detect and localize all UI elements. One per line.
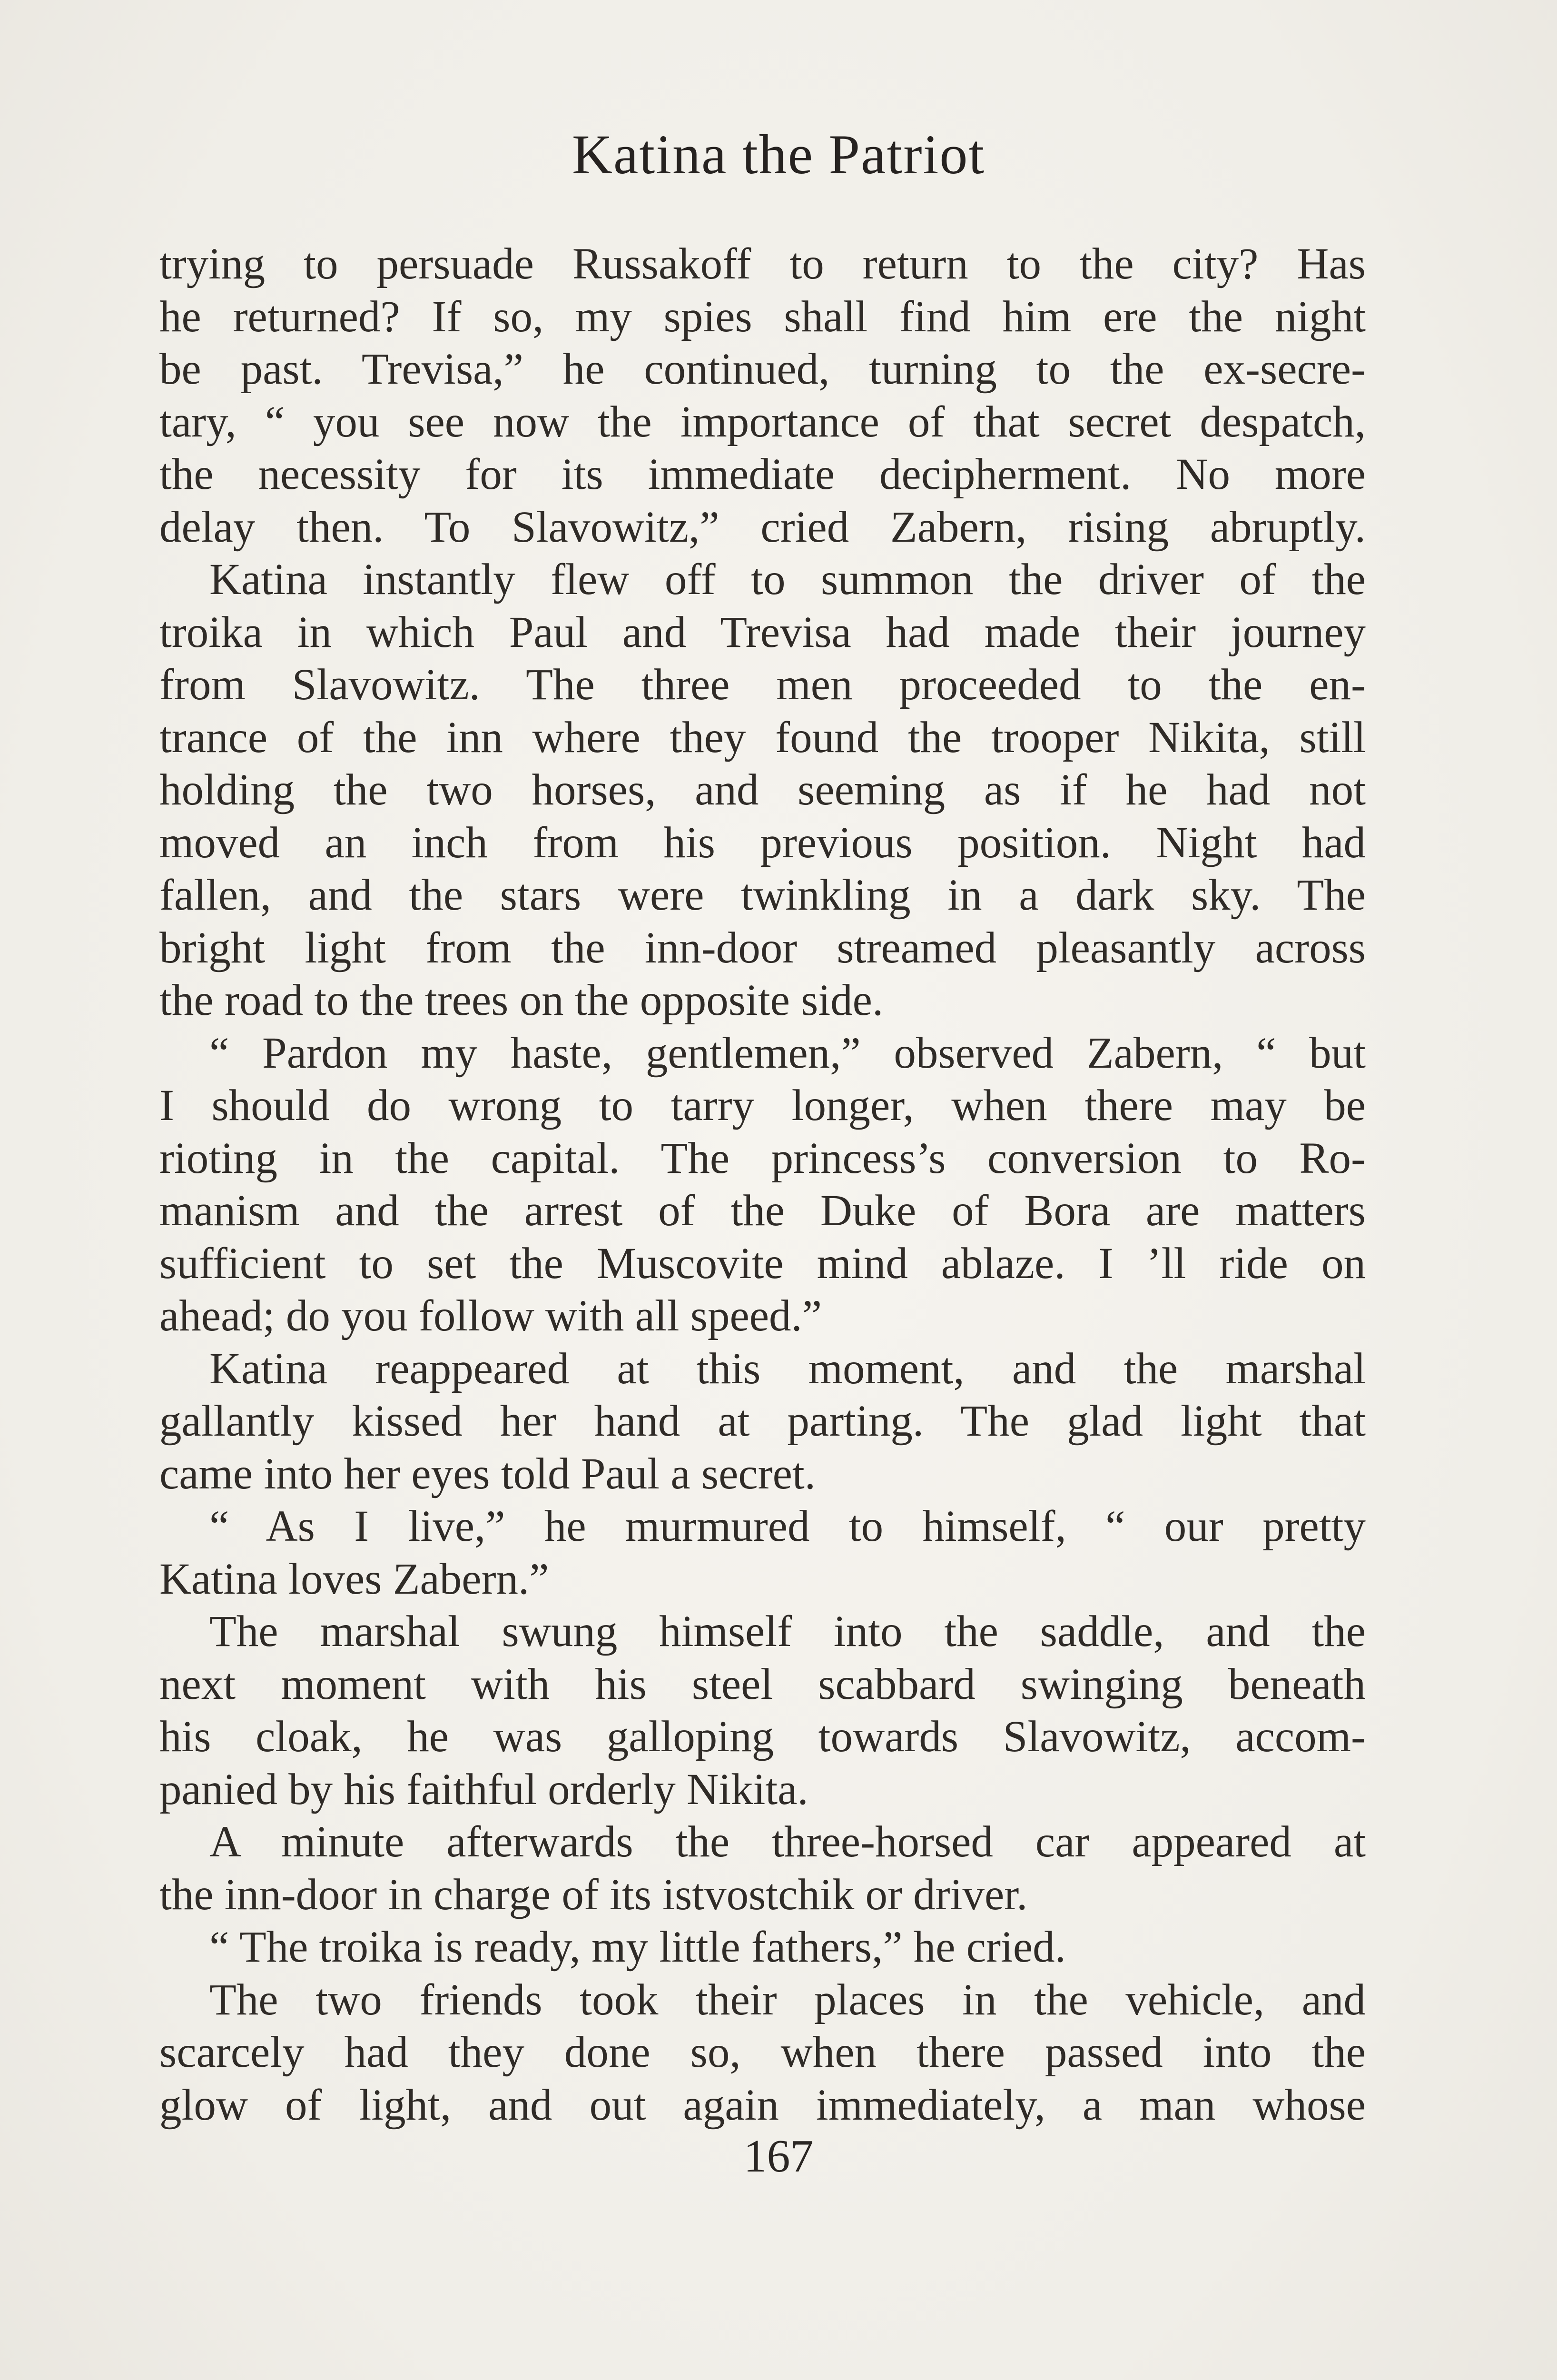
text-line: his cloak, he was galloping towards Slavowitz, accom-	[159, 1712, 1366, 1761]
text-line: delay then. To Slavowitz,” cried Zabern, rising abruptly.	[159, 502, 1366, 552]
text-line: “ The troika is ready, my little fathers,” he cried.	[209, 1923, 1066, 1972]
body-text	[159, 238, 1366, 2132]
text-line: came into her eyes told Paul a secret.	[159, 1449, 816, 1498]
text-line: I should do wrong to tarry longer, when there may be	[159, 1081, 1366, 1130]
text-line: troika in which Paul and Trevisa had made their journey	[159, 607, 1366, 657]
text-line: glow of light, and out again immediately, a man whose	[159, 2080, 1366, 2130]
text-line: scarcely had they done so, when there passed into the	[159, 2028, 1366, 2077]
text-line: the inn-door in charge of its istvostchik or driver.	[159, 1870, 1028, 1919]
text-line: trance of the inn where they found the trooper Nikita, still	[159, 713, 1366, 762]
paragraph	[159, 1500, 1366, 1606]
text-line: he returned? If so, my spies shall find him ere the night	[159, 292, 1366, 341]
text-line: sufficient to set the Muscovite mind ablaze. I ’ll ride on	[159, 1239, 1366, 1288]
text-line: fallen, and the stars were twinkling in a dark sky. The	[159, 871, 1366, 920]
paragraph	[159, 238, 1366, 554]
text-line: The two friends took their places in the vehicle, and	[209, 1975, 1366, 2024]
paragraph	[159, 1027, 1366, 1343]
text-line: ahead; do you follow with all speed.”	[159, 1291, 822, 1340]
text-line: the road to the trees on the opposite side.	[159, 976, 884, 1025]
running-head: Katina the Patriot	[572, 123, 985, 186]
text-line: bright light from the inn-door streamed pleasantly across	[159, 923, 1366, 972]
text-line: Katina instantly flew off to summon the driver of the	[209, 555, 1366, 604]
paragraph	[159, 1974, 1366, 2132]
text-line: rioting in the capital. The princess’s conversion to Ro-	[159, 1133, 1366, 1183]
text-line: moved an inch from his previous position. Night had	[159, 818, 1366, 867]
text-line: from Slavowitz. The three men proceeded to the en-	[159, 660, 1366, 709]
text-line: “ Pardon my haste, gentlemen,” observed Zabern, “ but	[209, 1028, 1366, 1078]
paragraph	[159, 1816, 1366, 1921]
text-line: panied by his faithful orderly Nikita.	[159, 1765, 808, 1814]
text-line: gallantly kissed her hand at parting. The glad light that	[159, 1397, 1366, 1446]
text-line: A minute afterwards the three-horsed car appeared at	[209, 1817, 1366, 1866]
text-line: the necessity for its immediate decipherment. No more	[159, 450, 1366, 499]
text-line: The marshal swung himself into the saddle, and the	[209, 1607, 1366, 1656]
paragraph	[159, 1606, 1366, 1816]
text-line: next moment with his steel scabbard swinging beneath	[159, 1659, 1366, 1709]
page-number: 167	[743, 2131, 814, 2182]
text-line: “ As I live,” he murmured to himself, “ our pretty	[209, 1502, 1366, 1551]
text-line: Katina loves Zabern.”	[159, 1554, 549, 1604]
text-line: be past. Trevisa,” he continued, turning to the ex-secre-	[159, 345, 1366, 394]
paragraph	[159, 1343, 1366, 1501]
text-line: tary, “ you see now the importance of that secret despatch,	[159, 397, 1366, 446]
text-line: trying to persuade Russakoff to return to the city? Has	[159, 239, 1366, 288]
paragraph	[159, 1921, 1366, 1974]
paragraph	[159, 554, 1366, 1027]
text-line: manism and the arrest of the Duke of Bora are matters	[159, 1186, 1366, 1235]
text-line: holding the two horses, and seeming as if he had not	[159, 765, 1366, 814]
text-line: Katina reappeared at this moment, and the marshal	[209, 1344, 1366, 1393]
